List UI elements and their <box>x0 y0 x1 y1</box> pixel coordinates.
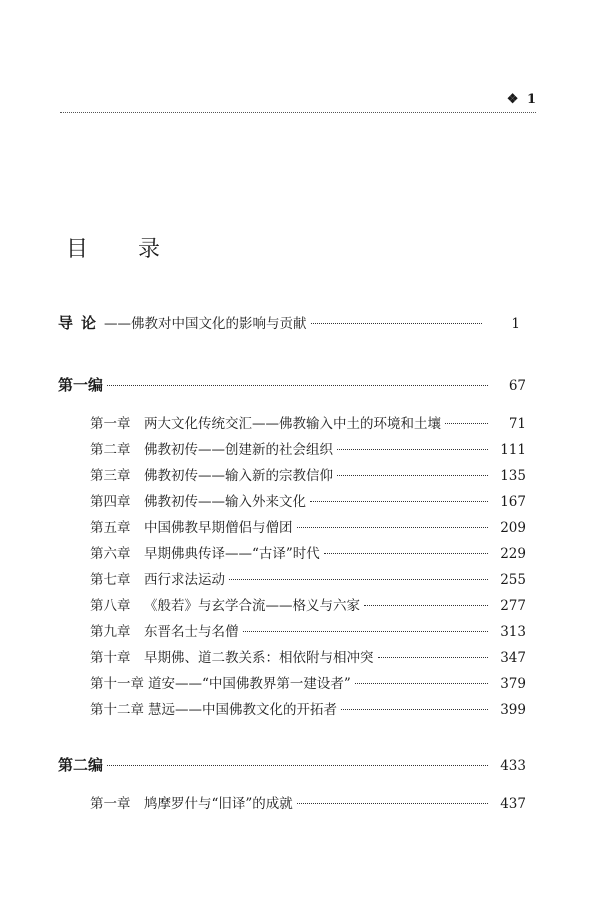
dot-leader <box>337 449 488 450</box>
toc-chapter[interactable] <box>90 438 526 458</box>
toc-chapter[interactable] <box>90 594 526 614</box>
part-label: 第一编 <box>58 376 104 394</box>
page-ref: 379 <box>500 676 526 692</box>
chapter-number: 第十二章 <box>90 702 144 718</box>
dot-leader <box>107 765 488 766</box>
page-ref: 255 <box>500 572 526 588</box>
page-ref: 209 <box>500 520 526 536</box>
chapter-title: 两大文化传统交汇——佛教输入中土的环境和土壤 <box>144 416 441 432</box>
page-ref: 347 <box>500 650 526 666</box>
chapter-number: 第一章 <box>90 416 131 432</box>
dot-leader <box>337 475 488 476</box>
toc-chapter[interactable] <box>90 412 526 432</box>
intro-label: 导论 <box>58 314 105 332</box>
toc-chapter[interactable] <box>90 568 526 588</box>
dot-leader <box>445 423 488 424</box>
chapter-number: 第二章 <box>90 442 131 458</box>
page-ref: 433 <box>500 758 526 774</box>
dot-leader <box>324 553 488 554</box>
toc-chapter[interactable] <box>90 646 526 666</box>
chapter-number: 第三章 <box>90 468 131 484</box>
chapter-title: 佛教初传——输入外来文化 <box>144 494 306 510</box>
page-ref: 399 <box>500 702 526 718</box>
dot-leader <box>243 631 489 632</box>
dot-leader <box>311 323 482 324</box>
toc-title-char: 目 <box>66 237 89 262</box>
dot-leader <box>341 709 488 710</box>
chapter-title: 《般若》与玄学合流——格义与六家 <box>144 598 360 614</box>
toc-chapter[interactable] <box>90 698 526 718</box>
chapter-number: 第七章 <box>90 572 131 588</box>
chapter-title: 佛教初传——创建新的社会组织 <box>144 442 333 458</box>
chapter-title: 佛教初传——输入新的宗教信仰 <box>144 468 333 484</box>
chapter-title: 道安——“中国佛教界第一建设者” <box>148 676 351 692</box>
part-label: 第二编 <box>58 756 104 774</box>
dot-leader <box>364 605 488 606</box>
chapter-number: 第九章 <box>90 624 131 640</box>
dot-leader <box>310 501 488 502</box>
page-ref: 277 <box>500 598 526 614</box>
chapter-number: 第十章 <box>90 650 131 666</box>
toc-chapter[interactable] <box>90 516 526 536</box>
chapter-number: 第一章 <box>90 796 131 812</box>
page-ref: 167 <box>500 494 526 510</box>
page-ref: 67 <box>508 378 526 394</box>
toc-title <box>66 232 160 263</box>
dot-leader <box>297 527 489 528</box>
chapter-number: 第八章 <box>90 598 131 614</box>
page-number: ❖ 1 <box>506 92 538 107</box>
dot-leader <box>297 803 488 804</box>
chapter-title: 西行求法运动 <box>144 572 225 588</box>
intro-subtitle: ——佛教对中国文化的影响与贡献 <box>104 316 307 332</box>
toc-chapter[interactable] <box>90 792 526 812</box>
dot-leader <box>378 657 489 658</box>
header-rule <box>60 112 536 113</box>
toc-chapter[interactable] <box>90 490 526 510</box>
chapter-number: 第四章 <box>90 494 131 510</box>
toc-title-char: 录 <box>138 237 161 262</box>
page-ref: 437 <box>500 796 526 812</box>
toc-chapter[interactable] <box>90 542 526 562</box>
chapter-title: 早期佛典传译——“古译”时代 <box>144 546 320 562</box>
page-ref: 1 <box>511 316 520 332</box>
page-ref: 313 <box>500 624 526 640</box>
toc-part[interactable] <box>58 754 526 775</box>
dot-leader <box>107 385 488 386</box>
toc-chapter[interactable] <box>90 672 526 692</box>
toc-chapter[interactable] <box>90 464 526 484</box>
chapter-title: 鸠摩罗什与“旧译”的成就 <box>144 796 293 812</box>
chapter-number: 第六章 <box>90 546 131 562</box>
dot-leader <box>355 683 488 684</box>
chapter-title: 慧远——中国佛教文化的开拓者 <box>148 702 337 718</box>
toc-chapter[interactable] <box>90 620 526 640</box>
page-ref: 229 <box>500 546 526 562</box>
page-ref: 71 <box>508 416 526 432</box>
page-ref: 111 <box>500 442 526 458</box>
page-ref: 135 <box>500 468 526 484</box>
dot-leader <box>229 579 488 580</box>
toc-part[interactable] <box>58 374 526 395</box>
toc-entry-intro[interactable] <box>58 312 520 333</box>
chapter-number: 第五章 <box>90 520 131 536</box>
chapter-title: 东晋名士与名僧 <box>144 624 239 640</box>
chapter-title: 早期佛、道二教关系：相依附与相冲突 <box>144 650 374 666</box>
chapter-title: 中国佛教早期僧侣与僧团 <box>144 520 293 536</box>
chapter-number: 第十一章 <box>90 676 144 692</box>
